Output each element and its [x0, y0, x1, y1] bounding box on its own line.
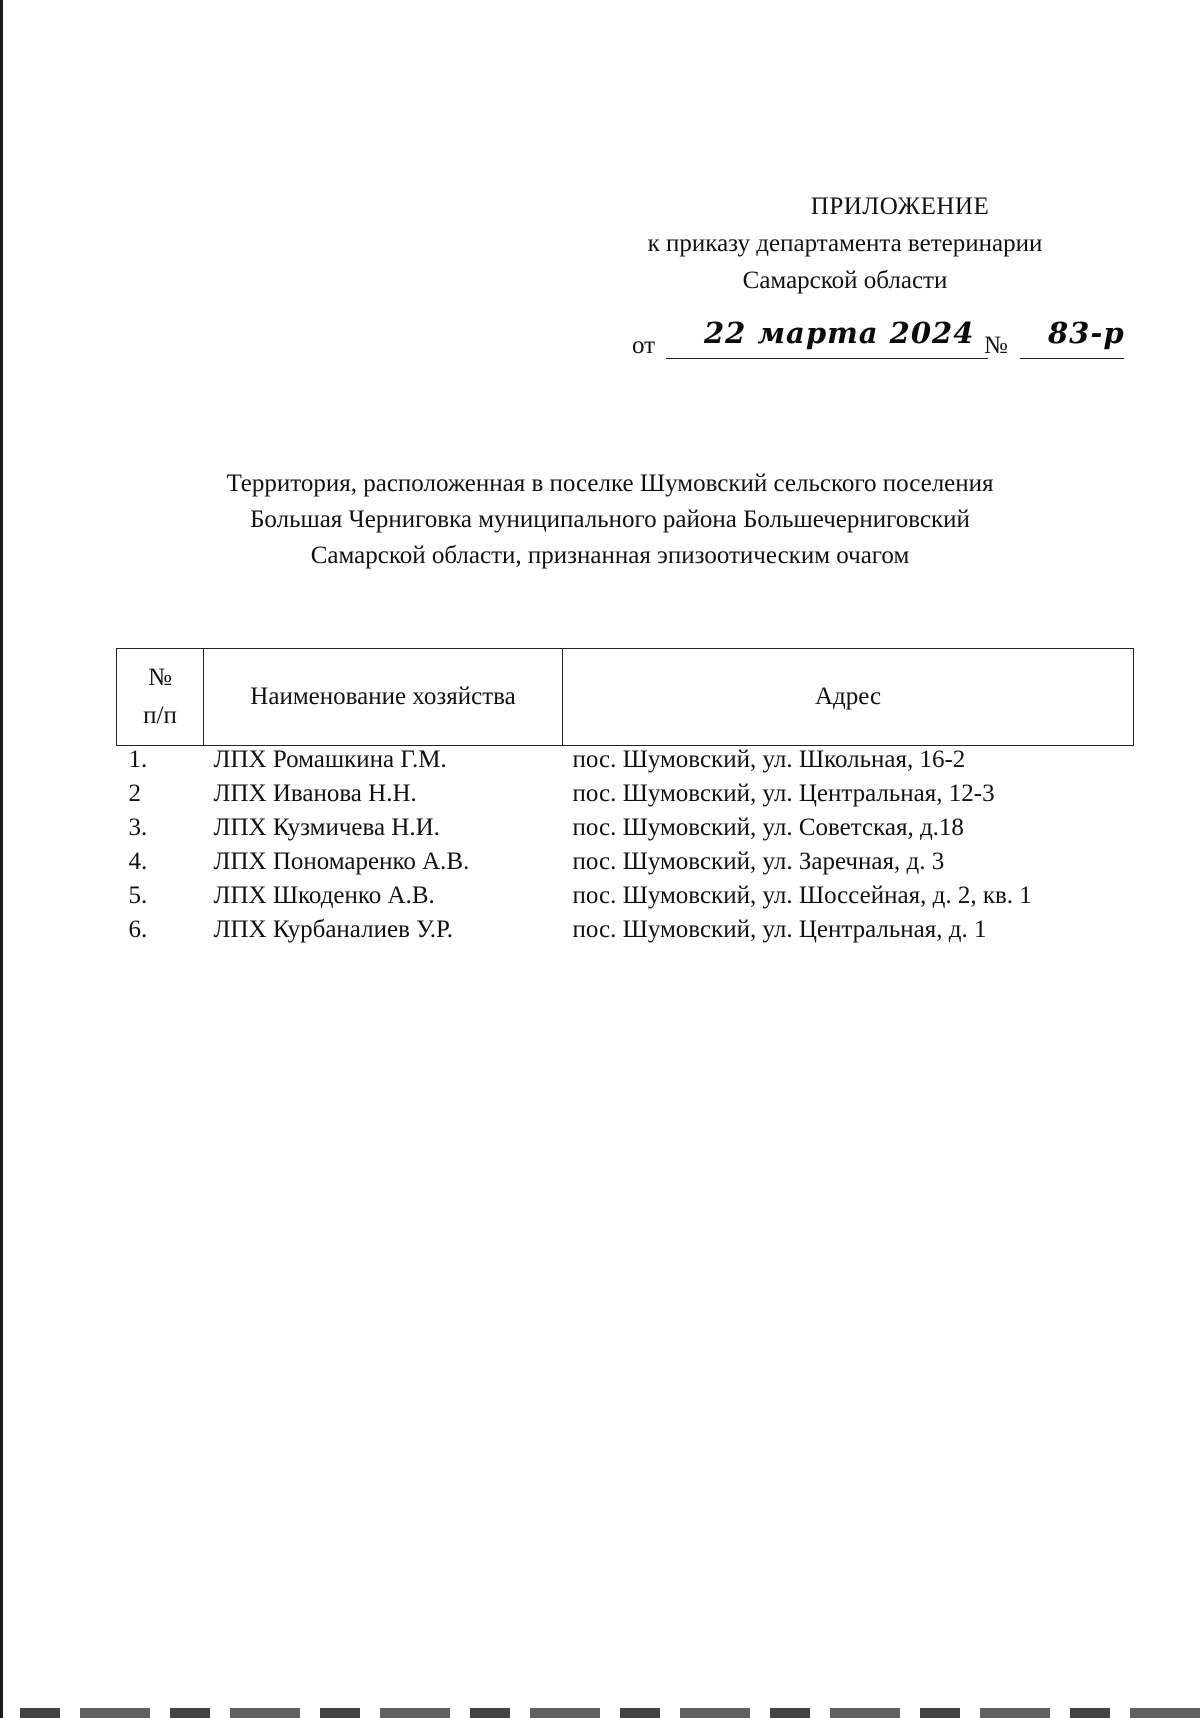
table-row	[117, 916, 1134, 950]
row-farm-name: ЛПХ Кузмичева Н.И.	[213, 814, 440, 841]
order-date-field	[666, 316, 988, 359]
scan-edge-bottom	[20, 1708, 1200, 1718]
header-farm-name: Наименование хозяйства	[204, 649, 563, 746]
row-farm-name: ЛПХ Пономаренко А.В.	[213, 848, 470, 875]
appendix-line-1: к приказу департамента ветеринарии	[647, 230, 1043, 257]
order-number-handwritten: 83-р	[1048, 316, 1125, 350]
row-number: 2	[128, 780, 141, 807]
appendix-line-2: Самарской области	[742, 267, 948, 294]
header-number	[117, 649, 204, 746]
table-row	[117, 882, 1134, 916]
table-header	[117, 649, 1134, 746]
table-row	[117, 746, 1134, 781]
row-address: пос. Шумовский, ул. Центральная, д. 1	[572, 916, 987, 943]
appendix-heading: ПРИЛОЖЕНИЕ	[810, 193, 990, 220]
table-header-row	[117, 649, 1134, 746]
scan-edge-left	[0, 0, 3, 1718]
header-number-sign: №	[148, 664, 172, 691]
row-farm-name: ЛПХ Шкоденко А.В.	[213, 882, 435, 909]
row-farm-name: ЛПХ Ромашкина Г.М.	[213, 746, 447, 773]
table-row	[117, 780, 1134, 814]
appendix-block	[560, 188, 1130, 299]
row-address: пос. Шумовский, ул. Советская, д.18	[572, 814, 964, 841]
row-address: пос. Шумовский, ул. Центральная, 12-3	[572, 780, 995, 807]
table-row	[117, 848, 1134, 882]
title-line-1: Территория, расположенная в поселке Шумовский сельского поселения	[226, 470, 994, 497]
header-number-pp: п/п	[143, 702, 177, 729]
row-number: 5.	[128, 882, 148, 909]
row-address: пос. Шумовский, ул. Школьная, 16-2	[572, 746, 966, 773]
row-number: 1.	[128, 746, 148, 773]
row-address: пос. Шумовский, ул. Шоссейная, д. 2, кв. 1	[572, 882, 1032, 909]
row-farm-name: ЛПХ Курбаналиев У.Р.	[213, 916, 454, 943]
row-number: 4.	[128, 848, 148, 875]
order-date-number-line	[632, 316, 1125, 362]
order-number-label: №	[984, 332, 1008, 359]
row-address: пос. Шумовский, ул. Заречная, д. 3	[572, 848, 945, 875]
order-number-field	[1020, 316, 1125, 359]
farms-table	[116, 648, 1134, 950]
row-number: 6.	[128, 916, 148, 943]
title-line-2: Большая Черниговка муниципального района Большечерниговский	[250, 506, 970, 533]
order-from-label: от	[632, 332, 656, 359]
table-body	[117, 746, 1134, 951]
order-date-handwritten: 22 марта 2024	[704, 316, 975, 350]
row-number: 3.	[128, 814, 148, 841]
row-farm-name: ЛПХ Иванова Н.Н.	[213, 780, 417, 807]
title-line-3: Самарской области, признанная эпизоотическим очагом	[310, 542, 910, 569]
document-title	[160, 466, 1060, 574]
table-row	[117, 814, 1134, 848]
header-address: Адрес	[563, 649, 1134, 746]
